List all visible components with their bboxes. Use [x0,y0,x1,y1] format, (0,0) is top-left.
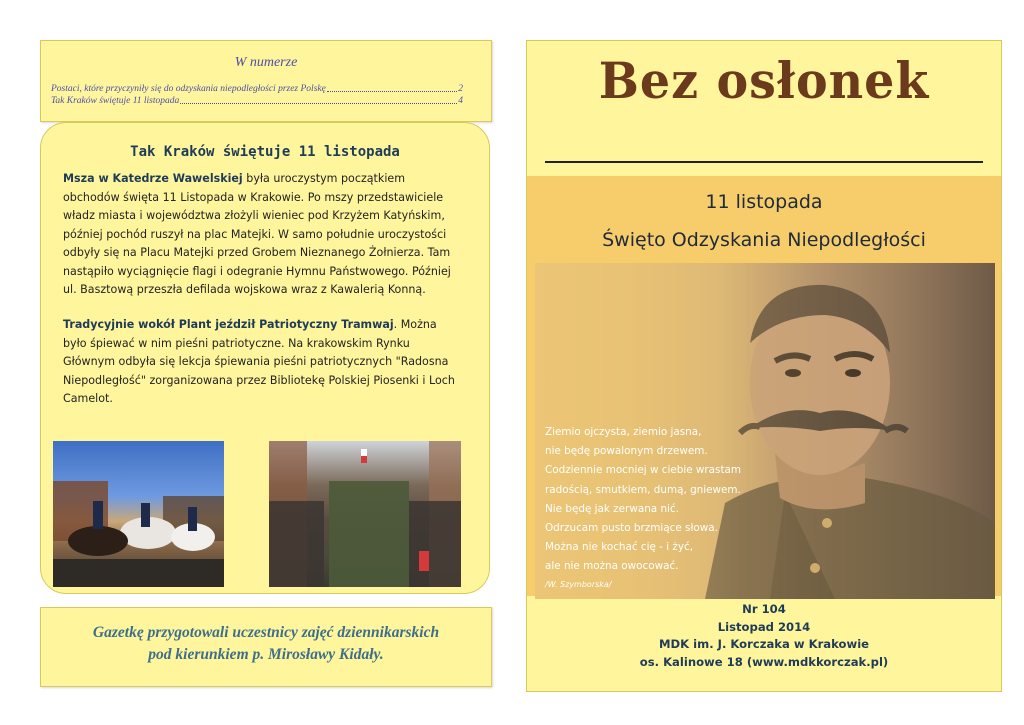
toc-leader-dots [327,91,457,92]
article-paragraph-1 [63,170,463,300]
poem-line: Odrzucam pusto brzmiące słowa. [545,522,718,535]
publisher: MDK im. J. Korczaka w Krakowie [658,637,870,651]
issue-number: Nr 104 [742,602,786,616]
headline-date: 11 listopada [705,191,823,213]
toc-item-label: Postaci, które przyczyniły się do odzyskania niepodległości przez Polskę [51,84,326,94]
portrait-photo [535,263,995,599]
poem-line: Nie będę jak zerwana nić. [545,502,679,515]
article-paragraph-2 [63,316,463,409]
toc-item[interactable] [51,95,463,107]
poem-line: Codziennie mocniej w ciebie wrastam [545,464,742,477]
credits-box [40,607,492,687]
table-of-contents [40,40,492,122]
cavalry-photo [53,441,224,587]
cavalry-photo-art [53,441,224,587]
toc-title: W numerze [234,55,298,70]
credits-line-2: pod kierunkiem p. Mirosławy Kidały. [148,646,384,663]
masthead-rule [545,161,983,163]
toc-item-page: 2 [458,84,463,94]
issue-date: Listopad 2014 [717,619,811,634]
paragraph-2-lead: Tradycyjnie wokół Plant jeździł Patriotyczny Tramwaj [63,318,394,331]
article-title: Tak Kraków świętuje 11 listopada [130,144,400,160]
masthead: Bez osłonek [598,51,930,110]
credits-line-1: Gazetkę przygotowali uczestnicy zajęć dziennikarskich [92,624,440,641]
issue-info [527,601,1001,671]
poem-line: Można nie kochać cię - i żyć, [545,541,694,554]
headline-holiday: Święto Odzyskania Niepodległości [602,229,926,251]
toc-item-label: Tak Kraków świętuje 11 listopada [51,96,180,106]
poem-line: nie będę powalonym drzewem. [545,445,708,458]
toc-item-page: 4 [458,96,463,106]
poem [545,423,741,577]
publisher-address[interactable]: os. Kalinowe 18 (www.mdkkorczak.pl) [639,654,889,669]
poem-line: Ziemio ojczysta, ziemio jasna, [545,426,702,438]
poem-author: /W. Szymborska/ [545,580,612,589]
parade-photo [269,441,461,587]
cover-page [526,40,1002,692]
paragraph-1-text: była uroczystym początkiem obchodów święta 11 Listopada w Krakowie. Po mszy przedstawiciele władz miasta i województwa złożyli wieniec pod Krzyżem Katyńskim, później pochód ruszył na plac Matejki. W samo południe uroczystości odbyły się na Placu Matejki przed Grobem Nieznanego Żołnierza. Tam nastąpiło wyciągnięcie flagi i odegranie Hymnu Państwowego. Później ul. Basztową przeszła defilada wojskowa wraz z Kawalerią Konną. [63,172,451,296]
poem-line: radością, smutkiem, dumą, gniewem. [545,483,741,496]
poem-line: ale nie można owocować. [545,560,679,573]
parade-photo-art [269,441,461,587]
paragraph-1-lead: Msza w Katedrze Wawelskiej [63,172,243,185]
toc-item[interactable] [51,83,463,95]
toc-leader-dots [180,103,457,104]
paragraph-2-text: . Można było śpiewać w nim pieśni patriotyczne. Na krakowskim Rynku Głównym odbyła się lekcja śpiewania pieśni patriotycznych "Radosna Niepodległość" zorganizowana przez Bibliotekę Polskiej Piosenki i Loch Camelot. [63,318,455,405]
